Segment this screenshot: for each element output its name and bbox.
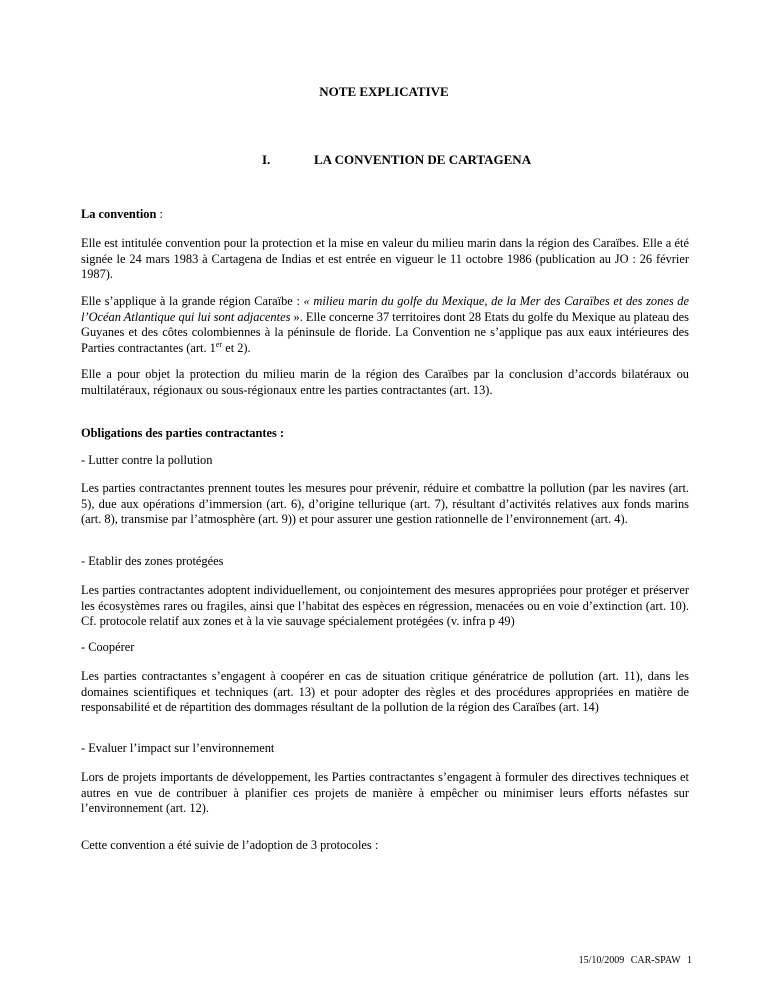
section-number: I. bbox=[262, 152, 271, 167]
obligation-4-title: - Evaluer l’impact sur l’environnement bbox=[81, 741, 275, 755]
section-heading bbox=[262, 152, 531, 168]
section-title: LA CONVENTION DE CARTAGENA bbox=[314, 152, 532, 167]
footer-date: 15/10/2009 bbox=[578, 955, 625, 966]
page-footer bbox=[579, 955, 692, 966]
obligation-3-text: Les parties contractantes s’engagent à coopérer en cas de situation critique génératrice de pollution (art. 11), dans les domaines scientifiques et techniques (art. 13) et pour adopter des règles et des procédures appropriées en matière de responsabilité et de répartition des dommages résultant de la pollution de la région des Caraïbes (art. 14) bbox=[81, 669, 689, 715]
convention-label-suffix: : bbox=[156, 207, 163, 221]
document-title: NOTE EXPLICATIVE bbox=[319, 84, 449, 99]
closing-line: Cette convention a été suivie de l’adoption de 3 protocoles : bbox=[81, 838, 379, 852]
obligations-heading: Obligations des parties contractantes : bbox=[81, 426, 285, 440]
convention-label-line bbox=[81, 207, 689, 223]
footer-doc: CAR-SPAW bbox=[630, 955, 681, 966]
obligation-1-text: Les parties contractantes prennent toutes les mesures pour prévenir, réduire et combattre la pollution (par les navires (art. 5), due aux opérations d’immersion (art. 6), d’origine tellurique (art. 7), résultant d’activités relatives aux fonds marins (art. 8), transmise par l’atmosphère (art. 9)) et pour assurer une gestion rationnelle de l’environnement (art. 4). bbox=[81, 481, 689, 527]
obligation-1-title: - Lutter contre la pollution bbox=[81, 453, 213, 467]
footer-page-number: 1 bbox=[687, 955, 692, 966]
convention-paragraph-3: Elle a pour objet la protection du milieu marin de la région des Caraïbes par la conclusion d’accords bilatéraux ou multilatéraux, régionaux ou sous-régionaux entre les parties contractantes (art. 13). bbox=[81, 367, 689, 397]
p2-quote: « milieu marin du golfe du Mexique, de la Mer des Caraïbes et des zones de l’Océan Atlantique qui lui sont adjacentes bbox=[81, 294, 689, 324]
p2-start: Elle s’applique à la grande région Caraïbe : bbox=[81, 294, 304, 308]
p2-end: et 2). bbox=[222, 340, 251, 355]
p2-superscript: er bbox=[215, 339, 223, 349]
obligation-2-text: Les parties contractantes adoptent individuellement, ou conjointement des mesures appropriées pour protéger et préserver les écosystèmes rares ou fragiles, ainsi que l’habitat des espèces en régression, menacées ou en voie d’extinction (art. 10). Cf. protocole relatif aux zones et à la vie sauvage spécialement protégées (v. infra p 49) bbox=[81, 583, 689, 629]
convention-paragraph-1: Elle est intitulée convention pour la protection et la mise en valeur du milieu marin dans la région des Caraïbes. Elle a été signée le 24 mars 1983 à Cartagena de Indias et est entrée en vigueur le 11 octobre 1986 (publication au JO : 26 février 1987). bbox=[81, 236, 689, 282]
convention-label: La convention bbox=[81, 207, 157, 221]
obligation-4-text: Lors de projets importants de développement, les Parties contractantes s’engagent à formuler des directives techniques et autres en vue de contribuer à planifier ces projets de manière à empêcher ou minimiser leurs efforts néfastes sur l’environnement (art. 12). bbox=[81, 770, 689, 816]
convention-paragraph-2 bbox=[81, 294, 689, 356]
obligation-2-title: - Etablir des zones protégées bbox=[81, 554, 224, 568]
p2-mid: ». Elle concerne 37 territoires dont 28 Etats du golfe du Mexique au plateau des Guyanes et des côtes colombiennes à la péninsule de floride. La Convention ne s’applique pas aux eaux intérieures des Parties contractantes (art. 1 bbox=[81, 309, 689, 355]
obligation-3-title: - Coopérer bbox=[81, 640, 135, 654]
